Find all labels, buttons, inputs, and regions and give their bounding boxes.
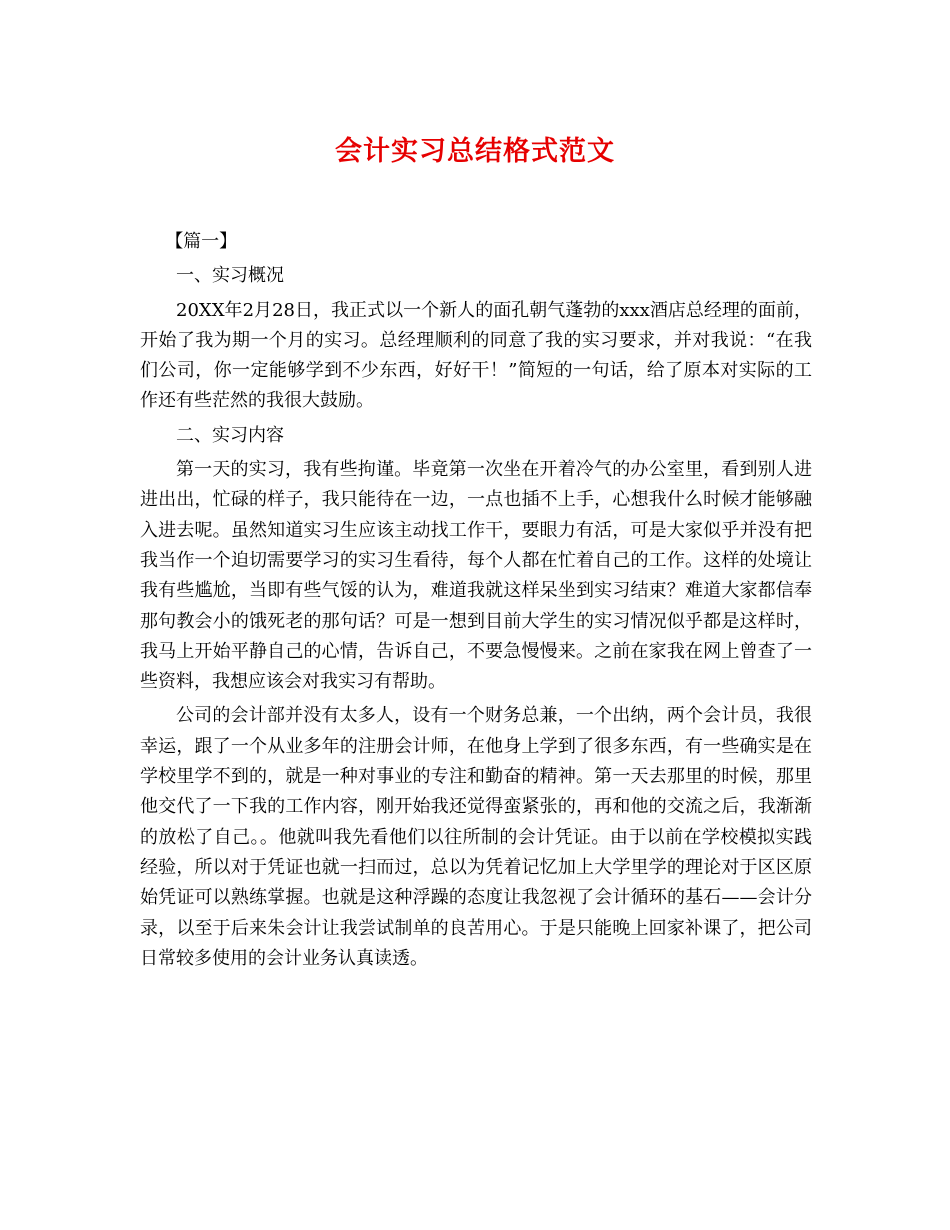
document-title: 会计实习总结格式范文: [335, 136, 615, 167]
section-tag: 【篇一】: [165, 231, 238, 252]
paragraph-accounting-dept: 公司的会计部并没有太多人，设有一个财务总兼，一个出纳，两个会计员，我很幸运，跟了一个从业多年的注册会计师，在他身上学到了很多东西，有一些确实是在学校里学不到的，就是一种对事业的专注和勤奋的精神。第一天去那里的时候，那里他交代了一下我的工作内容，刚开始我还觉得蛮紧张的，再和他的交流之后，我渐渐的放松了自己。。他就叫我先看他们以往所制的会计凭证。由于以前在学校模拟实践经验，所以对于凭证也就一扫而过，总以为凭着记忆加上大学里学的理论对于区区原始凭证可以熟练掌握。也就是这种浮躁的态度让我忽视了会计循环的基石——会计分录，以至于后来朱会计让我尝试制单的良苦用心。于是只能晚上回家补课了，把公司日常较多使用的会计业务认真读透。: [140, 705, 812, 969]
paragraph-overview: 20XX年2月28日，我正式以一个新人的面孔朝气蓬勃的xxx酒店总经理的面前，开始了我为期一个月的实习。总经理顺利的同意了我的实习要求，并对我说：“在我们公司，你一定能够学到不少东西，好好干！”简短的一句话，给了原本对实际的工作还有些茫然的我很大鼓励。: [140, 299, 812, 412]
document-body: [140, 227, 812, 978]
heading-overview: 一、实习概况: [176, 265, 284, 287]
paragraph-first-day: 第一天的实习，我有些拘谨。毕竟第一次坐在开着冷气的办公室里，看到别人进进出出，忙碌的样子，我只能待在一边，一点也插不上手，心想我什么时候才能够融入进去呢。虽然知道实习生应该主动找工作干，要眼力有活，可是大家似乎并没有把我当作一个迫切需要学习的实习生看待，每个人都在忙着自己的工作。这样的处境让我有些尴尬，当即有些气馁的认为，难道我就这样呆坐到实习结束？难道大家都信奉那句教会小的饿死老的那句话？可是一想到目前大学生的实习情况似乎都是这样时，我马上开始平静自己的心情，告诉自己，不要急慢慢来。之前在家我在网上曾查了一些资料，我想应该会对我实习有帮助。: [140, 459, 812, 693]
heading-content: 二、实习内容: [176, 424, 284, 446]
